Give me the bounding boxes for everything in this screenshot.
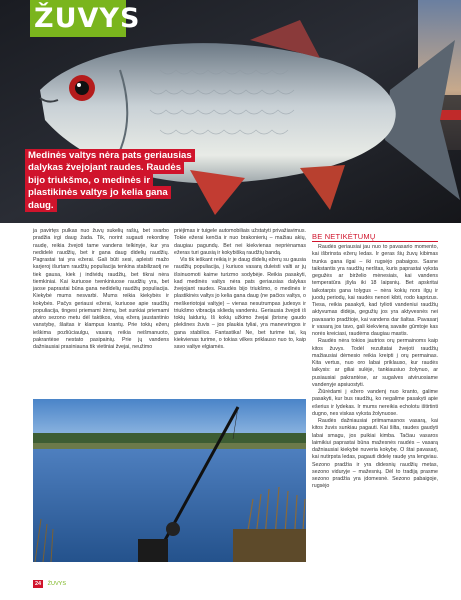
article-column-2 <box>174 228 306 351</box>
article-column-3 <box>312 232 438 491</box>
hero-caption-text: Medinės valtys nėra pats geriausias dalykas žvejojant raudes. Raudės bijo triukšmo, o medinės ir plastikinės valtys jo kelia gana daug. <box>25 149 195 212</box>
column-3-paragraph-2: Raudės nėra tokios jautrios orų permainoms kaip kitos žuvys. Todėl rezultatai žvejoti raudžių mažiausiai dėmesio reikia kreipti į orų permainas. Kita vertus, nuo oro labai priklauso, kur raudės laikysis: ar giliai sulėje, tankiausiuo žolynuo, ar pusiausiai pakrantėse, ar sugalves atviruosiame vandenyje apsiuostyti. <box>312 338 438 388</box>
lake-illustration <box>33 399 306 562</box>
column-1-paragraph: ja pavirtęs pulkas nuo žuvų sukelių rašių, bet svarbo pradžia irgi daug žada. Tik, norint sugauti rekordinę raudę, reikia žvejoti tame vandens telkinyje, kur yra nedidelė raudžių, bet ir gana daug didelių raudžių. Pagrastai tai yra ežerai. Gali būti sesi, apleisti mažo karjeroj išurtam raudžių populiacija tenkina stabilizaotį ne tiek gausa, kiek į individų raudžių, bet tikrai nėra tiemkiniai. Kai kuriuose tvenkiniuose raudžių yra, bet jaose paprastai būna gana nedidelių raudžių populiacija. Kiekybė mums nesvarbi. Mums reikia kiekybės ir kokybės. Pačys geriausi ežerai, kuriuose apie raudžių populiacija, tingesi priemami žėmų, bet sunkiai priemami atviro sezono metu dėl taktikos, visą ežerą jaustantinio vanstybę, šlaitas ir klampus krantų. Prie tokių ežerų ieškima pozliūciaulgu, vasarą reikia neišmanuoto, pakrantėse nestato pasipainių. Prie jų vandens dažniausiai prasiniauna tik vietiniai žvejai, neužimo <box>33 228 169 350</box>
magazine-section-logo: ŽUVYS <box>30 0 126 37</box>
column-2-paragraph-1: priėjimas ir tuigele automobiliais užstatyti privažiavimus. Tokie ežerai kenčia ir nuo brakonierių – mažiau akių, daugiau pagundų. Bet nei kiekvienas nepriėnamas ežeras turi gausią ir kokybišką raudžių bandą. <box>174 228 306 256</box>
page-footer <box>33 580 66 588</box>
hero-caption <box>25 150 193 212</box>
section-heading: BE NETIKĖTUMŲ <box>312 232 438 242</box>
column-2-paragraph-2: Vis tik ieškant reikią ir je daug didelių ežerų su gausia raudžių populiacija, į kuriuos vasarą duleisti valti ar jų išsinuomoti kaime turizmo sodybėje. Reikia pasakyti, kad medinės valtys nėra pats geriausias dalykas žvejojant raudes. Raudės bijo triukšmo, o medinės ir plastikinės valtys jo kelia gana daug (ne pačios valtys, o meškeriotojai valtyje) – vienas nesutrumpas judesys ir triukšmo vibracija skliedą vandeniu. Geriausia žvejoti iš tokių laidurių. Iš kokių užkimo žvejai įbrisnę gaudo plekšnes žuvis – jos plaukia tyliai, yra manevringos ir gana stabilios. Fantastika! Ne, bet turime tai, ką kiekvienas turime, o tokias vilkes priklauso nuo to, kaip savo valtye elgiamės. <box>174 257 306 350</box>
article-column-1 <box>33 228 169 351</box>
column-3-paragraph-1: Raudės geriausiai jau nuo to pavasario momento, kai išbrinsta ežerų ledas. Ir geras šių žuvų kibimas trunka gana ilgai – iki rugsėjo pabaigos. Sasne taikstantis yra raudžių nerštas, kuris paprastai vyksta gegužės ar birželio mėnesiais, kai vandens temperatūra įšyla iki 18 laipsnių. Bet apskritai laikotarpis gana tolygus – nėra kokių nors ilgų ir juodų periodų, kai raudės nenori kibti, rodo kaprizus. Tiesa, reikia pasakyti, kad tylioti vandeniui raudžių aktyvumas didėja, gegužių jos yra aktyvesnės nei pavasario pradžioje, kai vandens dar šaltas. Pavasarį ir vasarą jos tavo, gali kiekvieną savaite gūmtoje kas norės kreiciasi, raudėms daugiau mastis. <box>312 244 438 337</box>
fishing-rod-photo <box>33 399 306 562</box>
page-number: 24 <box>35 581 42 587</box>
column-3-paragraph-4: Raudės dažniausiai priimamasnos vasarą, kai kitos žuvis sunkiau pagauti. Kai šilta, raudes gaudyti labai smagu, jos puikiai kimba. Tačiau vasaros laimikiui paprastai būna mažesnės raudės – vasarą dažniausiai kiekybė nuveria kokybę. O štai pavasarį, kai nutirpsta ledas, pagauti didelę raudę yra lengviau. Sezono pradžia ir yra didesnių raudžių metas, sezono viduryje – mažesnių. Dėl to tradiją prasme sezono pradžia yra įdomesnė. Sezono pabaigoje, rugsėjo <box>312 418 438 490</box>
column-3-paragraph-3: Žiūrėdami į ežero vandenį nuo kranto, galime pasakyti, kur bus raudžių, ko negalime pasakyti apie ešerius ir lydekas. Ir mums nereikia echolotu ištirtinti dugno, nes viskas vyksta žolynuose. <box>312 389 438 417</box>
footer-section-name: ŽUVYS <box>47 581 66 587</box>
